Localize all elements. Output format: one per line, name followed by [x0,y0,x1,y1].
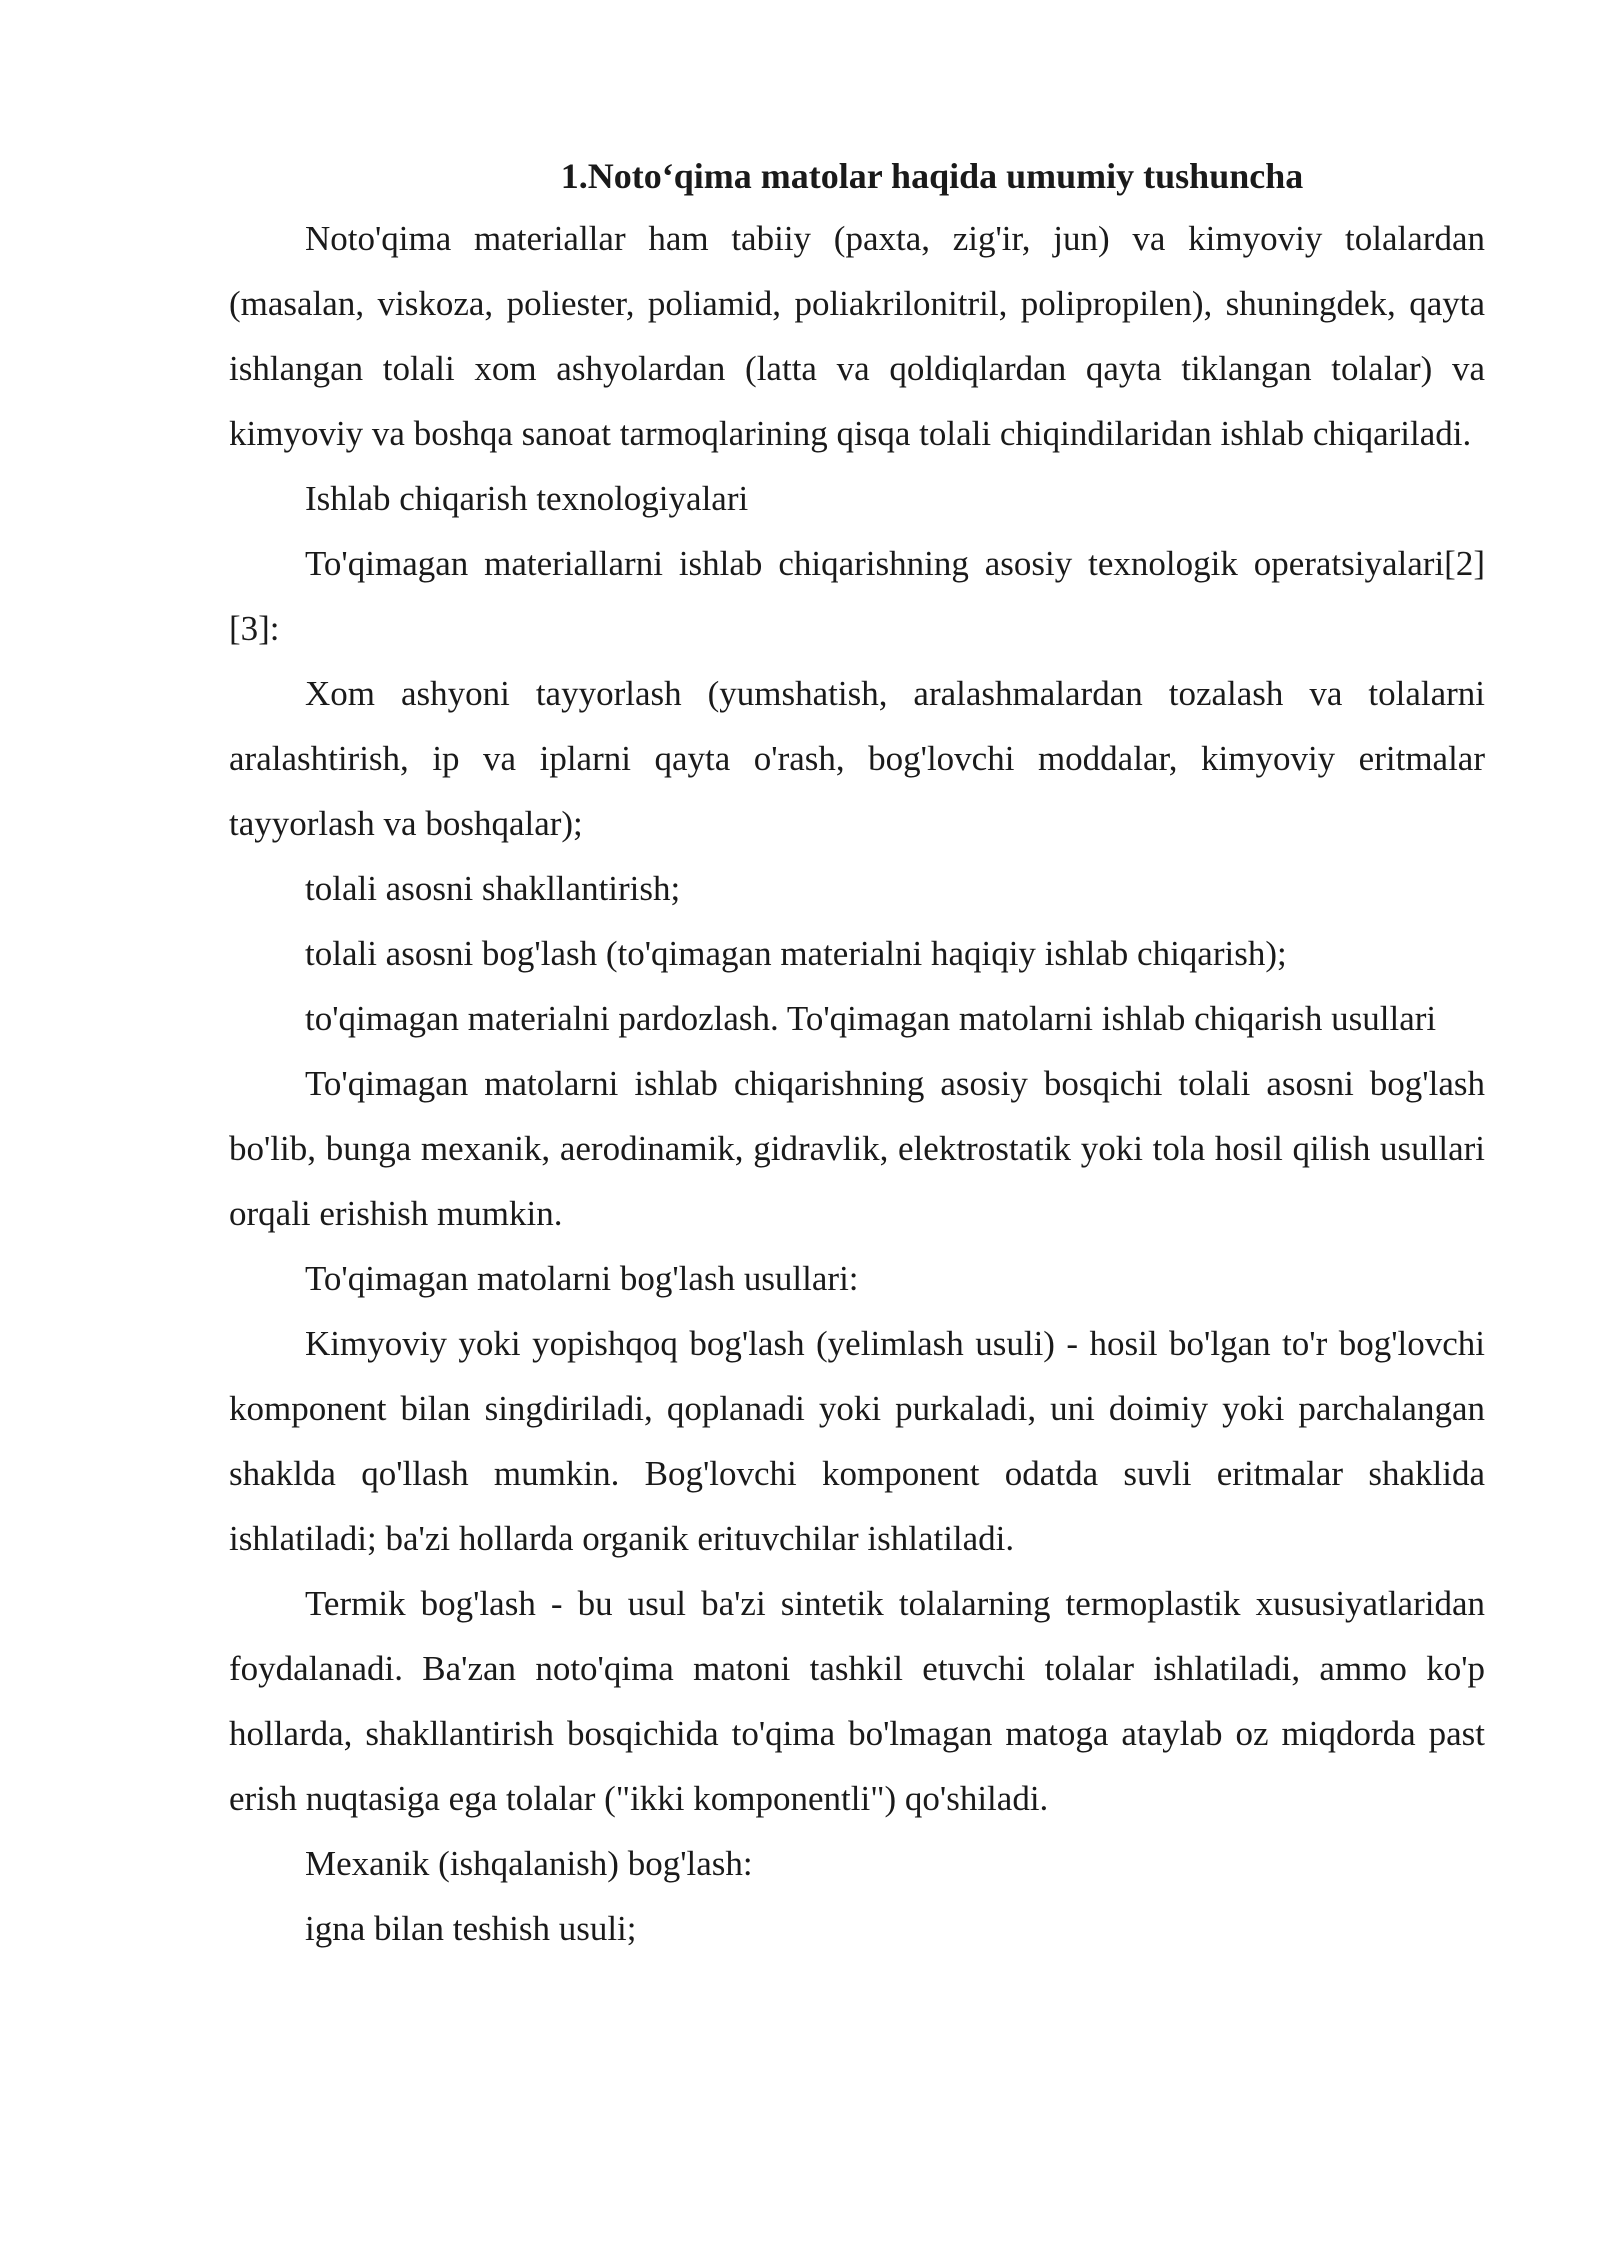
paragraph-mechanical-bonding: Mexanik (ishqalanish) bog'lash: [305,1844,753,1883]
paragraph-main-stage: To'qimagan matolarni ishlab chiqarishning asosiy bosqichi tolali asosni bog'lash bo'lib, bunga mexanik, aerodinamik, gidravlik, elektrostatik yoki tola hosil qilish usullari orqali erishish mumkin. [229,1064,1485,1233]
paragraph-needle-punching: igna bilan teshish usuli; [305,1909,637,1948]
paragraph-fibrous-base-bonding: tolali asosni bog'lash (to'qimagan materialni haqiqiy ishlab chiqarish); [305,934,1287,973]
paragraph-thermal-bonding: Termik bog'lash - bu usul ba'zi sintetik tolalarning termoplastik xususiyatlaridan foydalanadi. Ba'zan noto'qima matoni tashkil etuvchi tolalar ishlatiladi, ammo ko'p hollarda, shakllantirish bosqichida to'qima bo'lmagan matoga ataylab oz miqdorda past erish nuqtasiga ega tolalar ("ikki komponentli") qo'shiladi. [229,1584,1485,1818]
paragraph-technological-operations: To'qimagan materiallarni ishlab chiqarishning asosiy texnologik operatsiyalari[2][3]: [229,544,1485,648]
document-page [229,146,1485,1961]
paragraph-production-technologies: Ishlab chiqarish texnologiyalari [305,479,749,518]
paragraph-raw-material-preparation: Xom ashyoni tayyorlash (yumshatish, aralashmalardan tozalash va tolalarni aralashtirish, ip va iplarni qayta o'rash, bog'lovchi moddalar, kimyoviy eritmalar tayyorlash va boshqalar); [229,674,1485,843]
paragraph-chemical-bonding: Kimyoviy yoki yopishqoq bog'lash (yelimlash usuli) - hosil bo'lgan to'r bog'lovchi komponent bilan singdiriladi, qoplanadi yoki purkaladi, uni doimiy yoki parchalangan shaklda qo'llash mumkin. Bog'lovchi komponent odatda suvli eritmalar shaklida ishlatiladi; ba'zi hollarda organik erituvchilar ishlatiladi. [229,1324,1485,1558]
document-title: 1.Noto‘qima matolar haqida umumiy tushuncha [560,156,1304,196]
paragraph-bonding-methods: To'qimagan matolarni bog'lash usullari: [305,1259,859,1298]
paragraph-finishing: to'qimagan materialni pardozlash. To'qimagan matolarni ishlab chiqarish usullari [305,999,1437,1038]
paragraph-fibrous-base-forming: tolali asosni shakllantirish; [305,869,681,908]
paragraph-raw-materials: Noto'qima materiallar ham tabiiy (paxta, zig'ir, jun) va kimyoviy tolalardan (masalan, viskoza, poliester, poliamid, poliakrilonitril, polipropilen), shuningdek, qayta ishlangan tolali xom ashyolardan (latta va qoldiqlardan qayta tiklangan tolalar) va kimyoviy va boshqa sanoat tarmoqlarining qisqa tolali chiqindilaridan ishlab chiqariladi. [229,219,1485,453]
